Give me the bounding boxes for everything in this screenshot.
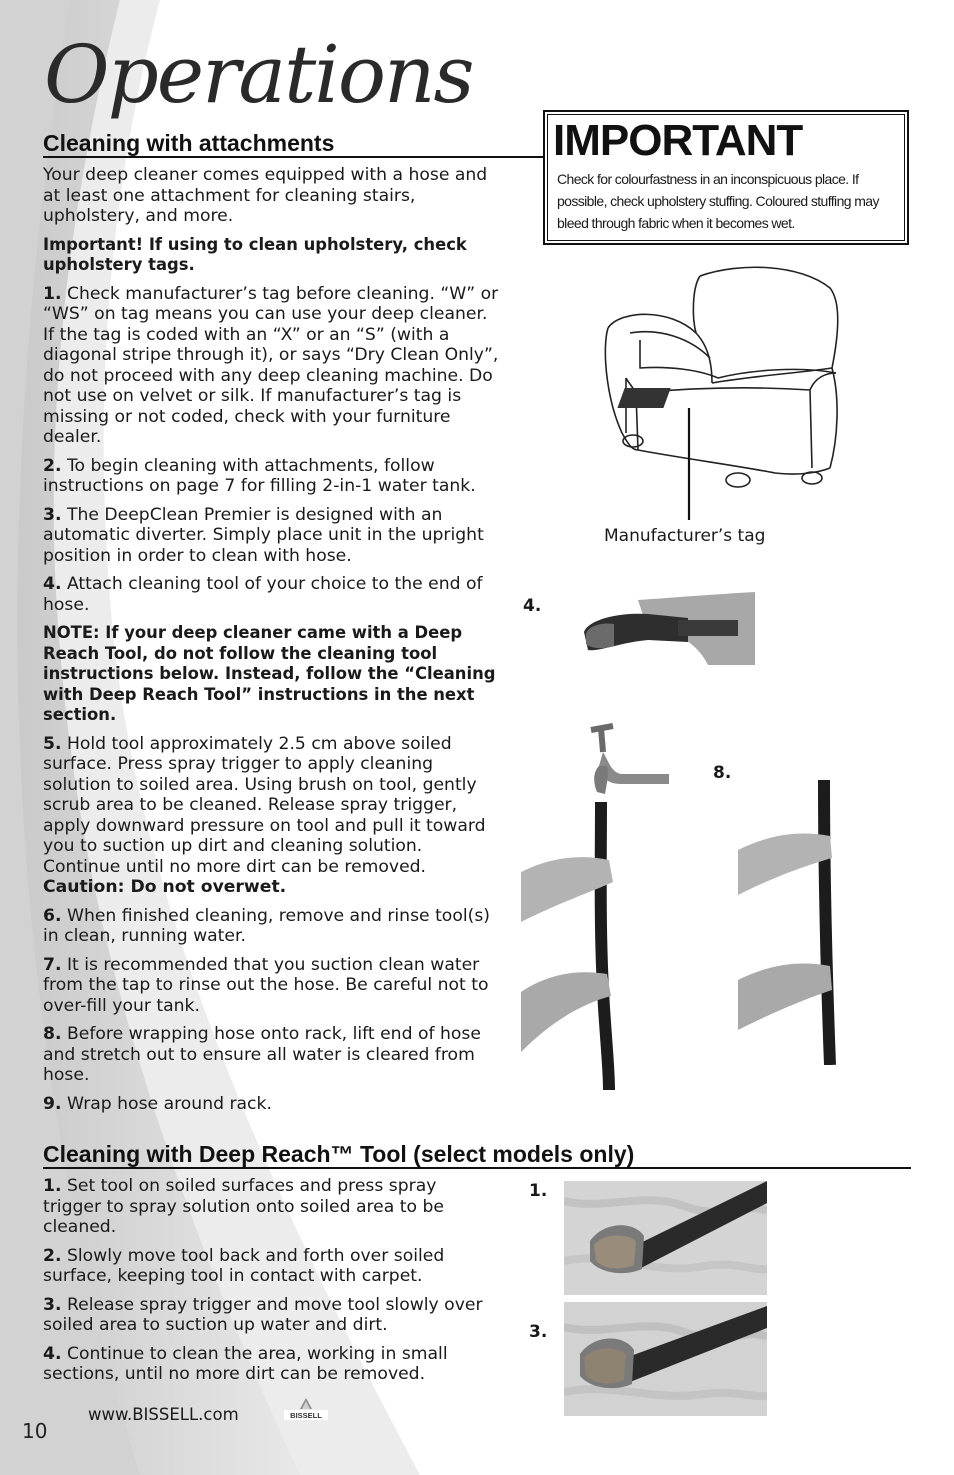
step-number: 4. [43,574,62,594]
step-text: Slowly move tool back and forth over soiled surface, keeping tool in contact with carpet. [43,1245,445,1286]
attachments-instructions [43,165,501,1122]
step-text: Set tool on soiled surfaces and press spray trigger to spray solution onto soiled area to be cleaned. [43,1176,444,1237]
footer-url: www.BISSELL.com [88,1405,239,1424]
dr-step-3 [43,1295,493,1336]
armchair-illustration [600,258,850,520]
page-number: 10 [22,1419,48,1443]
step-number: 5. [43,733,62,754]
important-box [543,110,909,245]
step-text: Check manufacturer’s tag before cleaning. “W” or “WS” on tag means you can use your deep cleaner. If the tag is coded with an “X” or an “S” (with a diagonal stripe through it), or says “Dry Clean Only”, do not proceed with any deep cleaning machine. Do not use on velvet or silk. If manufacturer’s tag is missing or not coded, check with your furniture dealer. [43,283,499,447]
step-number: 4. [43,1343,62,1364]
deep-reach-instructions [43,1176,493,1393]
step-3 [43,505,501,567]
step-number: 9. [43,1093,62,1114]
step-8 [43,1024,501,1086]
step-text: The DeepClean Premier is designed with an automatic diverter. Simply place unit in the upright position in order to clean with hose. [43,504,484,566]
figure-label-dr-3: 3. [529,1322,548,1342]
dr-step-1 [43,1176,493,1238]
step-text: To begin cleaning with attachments, follow instructions on page 7 for filling 2-in-1 water tank. [43,455,476,496]
step-number: 2. [43,455,62,476]
step-text: Continue to clean the area, working in small sections, until no more dirt can be removed. [43,1343,448,1384]
step-1 [43,284,501,448]
step-text: Wrap hose around rack. [66,1093,272,1114]
step-6 [43,906,501,947]
deep-reach-note: NOTE: If your deep cleaner came with a Deep Reach Tool, do not follow the cleaning tool instructions below. Instead, follow the “Cleaning with Deep Reach Tool” instructions in the next section. [43,623,496,724]
step-5 [43,734,501,898]
heading-rule-2 [43,1167,911,1169]
step-number: 3. [43,1294,62,1315]
heading-rule [43,156,543,158]
step-number: 3. [43,504,62,525]
important-title: IMPORTANT [553,116,803,165]
step-text: Attach cleaning tool of your choice to the end of hose. [43,574,483,615]
step-2 [43,456,501,497]
step-text: When finished cleaning, remove and rinse tool(s) in clean, running water. [43,905,490,946]
step-text: Release spray trigger and move tool slowly over soiled area to suction up water and dirt. [43,1294,483,1335]
stretch-hose-photo [738,780,838,1065]
dr-step-4 [43,1344,493,1385]
deep-reach-photo-3 [564,1302,767,1416]
step-text: Hold tool approximately 2.5 cm above soiled surface. Press spray trigger to apply cleaning solution to soiled area. Using brush on tool, gently scrub area to be cleaned. Release spray trigger, apply downward pressure on tool and pull it toward you to suction up dirt and cleaning solution. Continue until no more dirt can be removed. [43,733,486,877]
deep-reach-photo-1 [564,1181,767,1295]
section-heading-deep-reach: Cleaning with Deep Reach™ Tool (select models only) [43,1141,635,1167]
step-number: 6. [43,905,62,926]
important-text: Check for colourfastness in an inconspicuous place. If possible, check upholstery stuffing. Coloured stuffing may bleed through fabric when it becomes wet. [557,171,879,231]
rinse-hose-tap-photo [521,722,671,1090]
step-text: Before wrapping hose onto rack, lift end of hose and stretch out to ensure all water is cleared from hose. [43,1024,481,1085]
section-heading-attachments: Cleaning with attachments [43,130,335,156]
caution-text: Caution: Do not overwet. [43,877,287,897]
step-9 [43,1094,501,1115]
dr-step-2 [43,1246,493,1287]
figure-label-8: 8. [713,763,732,783]
chair-caption: Manufacturer’s tag [604,526,766,546]
figure-label-4: 4. [523,596,542,616]
step-number: 2. [43,1245,62,1266]
upholstery-warning: Important! If using to clean upholstery, check upholstery tags. [43,234,467,274]
step-number: 1. [43,283,62,304]
step-4 [43,574,501,615]
intro-paragraph: Your deep cleaner comes equipped with a hose and at least one attachment for cleaning stairs, upholstery, and more. [43,165,488,226]
step-number: 7. [43,954,62,975]
step-text: It is recommended that you suction clean water from the tap to rinse out the hose. Be careful not to over-fill your tank. [43,954,489,1016]
svg-text:BISSELL: BISSELL [290,1411,322,1420]
page-title: Operations [44,28,473,121]
attach-tool-photo [578,590,755,665]
step-7 [43,955,501,1017]
step-number: 1. [43,1176,62,1196]
figure-label-dr-1: 1. [529,1181,548,1201]
bissell-logo [282,1395,330,1423]
step-number: 8. [43,1024,62,1044]
